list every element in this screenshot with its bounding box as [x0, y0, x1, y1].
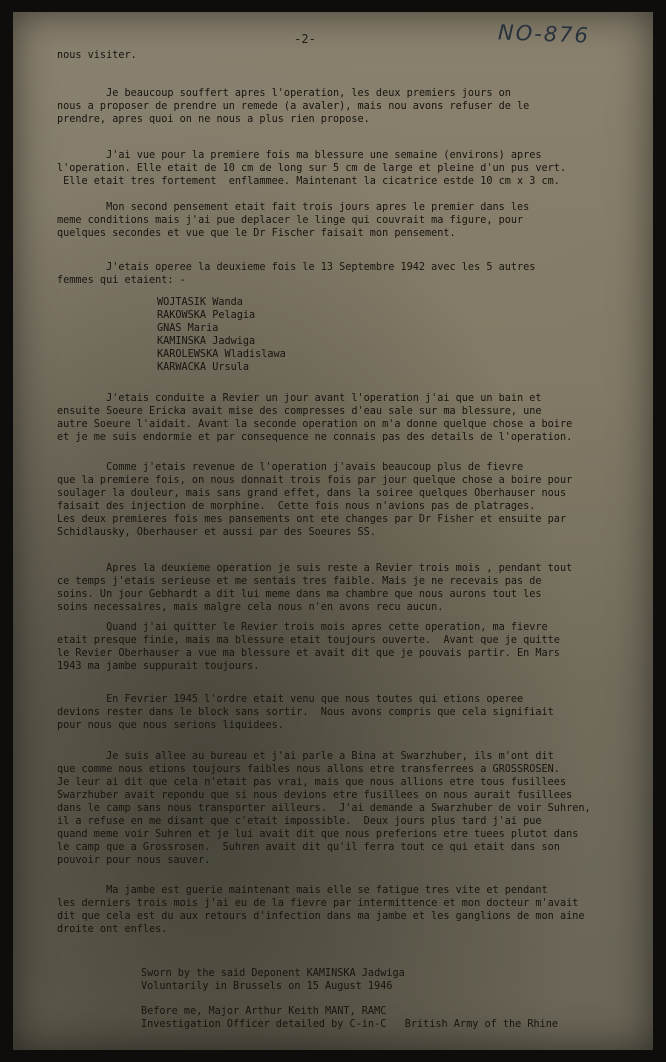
paragraph-leg-healed: Ma jambe est guerie maintenant mais elle se fatigue tres vite et pendant les derniers trois mois j'ai eu de la fievre par intermittence et mon docteur m'avait dit que cela est du aux retours d'infection dans ma jambe et les ganglions de mon aine droite ont enfles. [57, 885, 585, 935]
paragraph-february-1945: En Fevrier 1945 l'ordre etait venu que nous toutes qui etions operee devions rester dans le block sans sortir. Nous avons compris que cela signifiait pour nous que nous serions liquidees. [57, 694, 554, 731]
paragraph-fever: Comme j'etais revenue de l'operation j'avais beaucoup plus de fievre que la premiere fois, on nous donnait trois fois par jour quelque chose a boire pour soulager la douleur, mais sans grand effet, dans la soiree quelques Oberhauser nous faisait des injection de morphine. Cette fois nous n'avions pas de platrages. Les deux premieres fois mes pansements ont ete changes par Dr Fisher et ensuite par Schidlausky, Oberhauser et aussi par des Soeures SS. [57, 462, 573, 538]
handwritten-reference-number: NO-876 [497, 20, 591, 48]
paragraph-second-operation: J'etais operee la deuxieme fois le 13 Septembre 1942 avec les 5 autres femmes qui etaient: - [57, 262, 536, 286]
paragraph-leaving-revier: Quand j'ai quitter le Revier trois mois apres cette operation, ma fievre etait presque finie, mais ma blessure etait toujours ouverte. Avant que je quitte le Revier Oberhauser a vue ma blessure et avait dit que je pouvais partir. En Mars 1943 ma jambe suppurait toujours. [57, 622, 560, 672]
paragraph-three-months: Apres la deuxieme operation je suis reste a Revier trois mois , pendant tout ce temps j'etais serieuse et me sentais tres faible. Mais je ne recevais pas de soins. Un jour Gebhardt a dit lui meme dans ma chambre que nous aurons tout les soins necessaires, mais malgre cela nous n'en avons recu aucun. [57, 563, 573, 613]
page-number: -2- [294, 32, 316, 46]
officer-attestation: Before me, Major Arthur Keith MANT, RAMC Investigation Officer detailed by C-in-C British Army of the Rhine [141, 1006, 559, 1030]
list-of-women: WOJTASIK Wanda RAKOWSKA Pelagia GNAS Maria KAMINSKA Jadwiga KAROLEWSKA Wladislawa KARWACKA Ursula [157, 297, 286, 373]
document-page [13, 12, 653, 1050]
paragraph-suffering: Je beaucoup souffert apres l'operation, les deux premiers jours on nous a proposer de prendre un remede (a avaler), mais nou avons refuser de le prendre, apres quoi on ne nous a plus rien propose. [57, 88, 530, 125]
paragraph-revier: J'etais conduite a Revier un jour avant l'operation j'ai que un bain et ensuite Soeure Ericka avait mise des compresses d'eau sale sur ma blessure, une autre Soeure l'aidait. Avant la seconde operation on m'a donne quelque chose a boire et je me suis endormie et par consequence ne connais pas des details de l'operation. [57, 393, 573, 443]
paragraph-continuation: nous visiter. [57, 50, 137, 61]
sworn-statement: Sworn by the said Deponent KAMINSKA Jadwiga Voluntarily in Brussels on 15 August 1946 [141, 968, 405, 992]
paragraph-wound: J'ai vue pour la premiere fois ma blessure une semaine (environs) apres l'operation. Elle etait de 10 cm de long sur 5 cm de large et pleine d'un pus vert. Elle etait tres fortement enflammee. Maintenant la cicatrice estde 10 cm x 3 cm. [57, 150, 567, 187]
paragraph-second-dressing: Mon second pensement etait fait trois jours apres le premier dans les meme conditions mais j'ai pue deplacer le linge qui couvrait ma figure, pour quelques secondes et vue que le Dr Fischer faisait mon pensement. [57, 202, 530, 239]
paragraph-bureau: Je suis allee au bureau et j'ai parle a Bina at Swarzhuber, ils m'ont dit que comme nous etions toujours faibles nous allons etre transferrees a GROSSROSEN. Je leur ai dit que cela n'etait pas vrai, mais que nous allions etre tous fusillees Swarzhuber avait repondu que si nous devions etre fusillees on nous aurait fusillees dans le camp sans nous transporter ailleurs. J'ai demande a Swarzhuber de voir Suhren, il a refuse en me disant que c'etait impossible. Deux jours plus tard j'ai pue quand meme voir Suhren et je lui avait dit que nous preferions etre tuees plutot dans le camp que a Grossrosen. Suhren avait dit qu'il ferra tout ce qui etait dans son pouvoir pour nous sauver. [57, 751, 591, 866]
